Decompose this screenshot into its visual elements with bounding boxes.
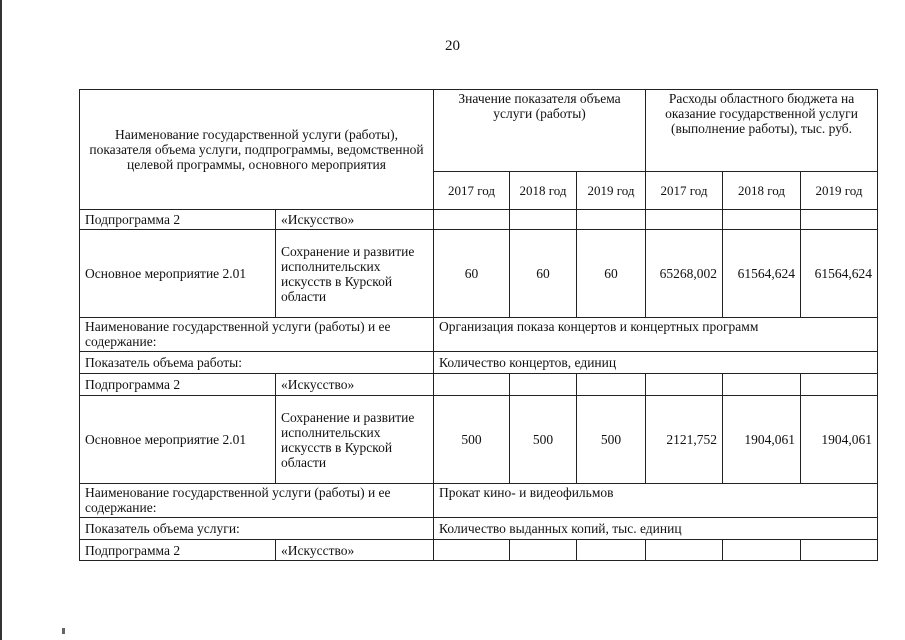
- service-label: Наименование государственной услуги (работы) и ее содержание:: [80, 318, 434, 352]
- indicator-label: Показатель объема работы:: [80, 352, 434, 374]
- indicator-row: [80, 352, 878, 374]
- value-cell: 60: [577, 230, 646, 318]
- expense-cell: 2121,752: [646, 396, 723, 484]
- subprogram-row: [80, 210, 878, 230]
- empty-cell: [434, 374, 510, 396]
- subprogram-name: «Искусство»: [276, 374, 434, 396]
- year-header: 2017 год: [434, 172, 510, 210]
- empty-cell: [434, 540, 510, 561]
- scan-mark: [62, 628, 65, 634]
- indicator-label: Показатель объема услуги:: [80, 518, 434, 540]
- subprogram-label: Подпрограмма 2: [80, 540, 276, 561]
- empty-cell: [434, 210, 510, 230]
- header-value-cell: Значение показателя объема услуги (работы): [434, 90, 646, 172]
- expense-cell: 65268,002: [646, 230, 723, 318]
- expense-cell: 1904,061: [723, 396, 801, 484]
- empty-cell: [577, 540, 646, 561]
- empty-cell: [801, 210, 878, 230]
- empty-cell: [646, 374, 723, 396]
- empty-cell: [646, 540, 723, 561]
- event-description: Сохранение и развитие исполнительских искусств в Курской области: [276, 396, 434, 484]
- subprogram-row: [80, 540, 878, 561]
- expense-cell: 1904,061: [801, 396, 878, 484]
- empty-cell: [510, 374, 577, 396]
- subprogram-name: «Искусство»: [276, 210, 434, 230]
- empty-cell: [577, 374, 646, 396]
- event-row: [80, 396, 878, 484]
- service-row: [80, 484, 878, 518]
- event-label: Основное мероприятие 2.01: [80, 396, 276, 484]
- year-header: 2019 год: [577, 172, 646, 210]
- empty-cell: [723, 210, 801, 230]
- expense-cell: 61564,624: [723, 230, 801, 318]
- subprogram-row: [80, 374, 878, 396]
- service-value: Прокат кино- и видеофильмов: [434, 484, 878, 518]
- service-row: [80, 318, 878, 352]
- empty-cell: [723, 374, 801, 396]
- year-header: 2019 год: [801, 172, 878, 210]
- indicator-row: [80, 518, 878, 540]
- empty-cell: [510, 210, 577, 230]
- expense-cell: 61564,624: [801, 230, 878, 318]
- service-value: Организация показа концертов и концертных программ: [434, 318, 878, 352]
- page-number: 20: [445, 38, 460, 54]
- value-cell: 500: [577, 396, 646, 484]
- indicator-value: Количество выданных копий, тыс. единиц: [434, 518, 878, 540]
- empty-cell: [723, 540, 801, 561]
- empty-cell: [801, 540, 878, 561]
- value-cell: 60: [510, 230, 577, 318]
- scan-edge: [0, 0, 2, 640]
- value-cell: 500: [510, 396, 577, 484]
- budget-table: [79, 89, 878, 561]
- year-header: 2018 год: [723, 172, 801, 210]
- empty-cell: [646, 210, 723, 230]
- value-cell: 500: [434, 396, 510, 484]
- subprogram-name: «Искусство»: [276, 540, 434, 561]
- header-row: [80, 90, 878, 172]
- year-header: 2018 год: [510, 172, 577, 210]
- event-label: Основное мероприятие 2.01: [80, 230, 276, 318]
- indicator-value: Количество концертов, единиц: [434, 352, 878, 374]
- value-cell: 60: [434, 230, 510, 318]
- subprogram-label: Подпрограмма 2: [80, 374, 276, 396]
- subprogram-label: Подпрограмма 2: [80, 210, 276, 230]
- event-row: [80, 230, 878, 318]
- empty-cell: [577, 210, 646, 230]
- empty-cell: [510, 540, 577, 561]
- year-header: 2017 год: [646, 172, 723, 210]
- header-expense-cell: Расходы областного бюджета на оказание государственной услуги (выполнение работы), тыс. руб.: [646, 90, 878, 172]
- event-description: Сохранение и развитие исполнительских искусств в Курской области: [276, 230, 434, 318]
- empty-cell: [801, 374, 878, 396]
- header-name-cell: Наименование государственной услуги (работы), показателя объема услуги, подпрограммы, ведомственной целевой программы, основного мероприятия: [80, 90, 434, 210]
- service-label: Наименование государственной услуги (работы) и ее содержание:: [80, 484, 434, 518]
